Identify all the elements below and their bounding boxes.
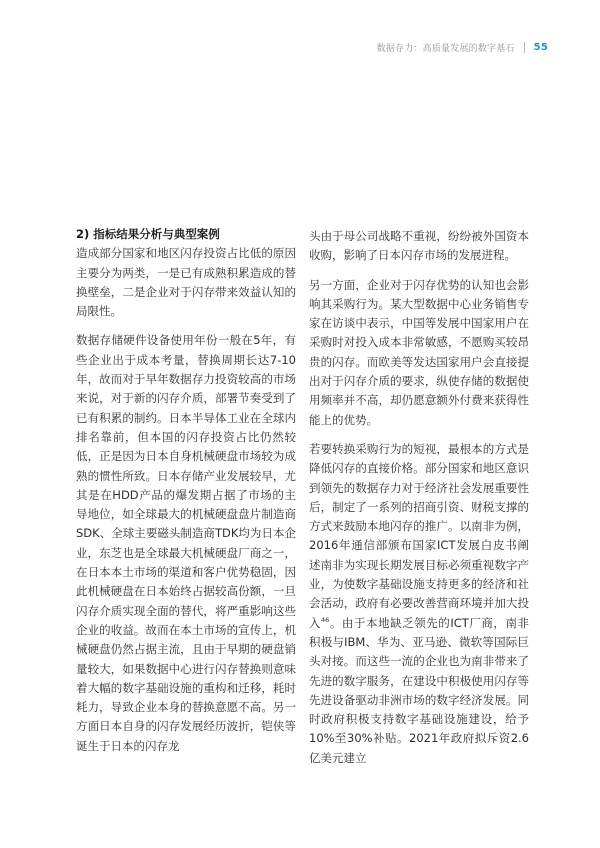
left-paragraph-1: 造成部分国家和地区闪存投资占比低的原因主要分为两类，一是已有成熟积累造成的替换壁垒，二是企业对于闪存带来效益认知的局限性。 bbox=[76, 246, 296, 319]
section-heading: 2) 指标结果分析与典型案例 bbox=[76, 227, 220, 241]
page-number: 55 bbox=[533, 42, 548, 53]
right-paragraph-3-part-1: 若要转换采购行为的短视，最根本的方式是降低闪存的直接价格。部分国家和地区意识到领先的数据存力对于经济社会发展重要性后，制定了一系列的招商引资、财税支撑的方式来鼓励本地闪存的推广。以南非为例，2016年通信部颁布国家ICT发展白皮书阐述南非为实现长期发展目标必须重视数字产业，为使数字基础设施支持更多的经济和社会活动，政府有必要改善营商环境并加大投入 bbox=[309, 441, 529, 630]
right-column bbox=[309, 227, 529, 768]
right-paragraph-1: 头由于母公司战略不重视，纷纷被外国资本收购，影响了日本闪存市场的发展进程。 bbox=[309, 229, 529, 263]
left-paragraph-2: 数据存储硬件设备使用年份一般在5年，有些企业出于成本考量，替换周期长达7-10年，故而对于早年数据存力投资较高的市场来说，对于新的闪存介质，部署节奏受到了已有积累的制约。日本半导体工业在全球内排名靠前，但本国的闪存投资占比仍然较低，正是因为日本自身机械硬盘市场较为成熟的惯性所致。日本存储产业发展较早，尤其是在HDD产品的爆发期占据了市场的主导地位，如全球最大的机械硬盘盘片制造商SDK、全球主要磁头制造商TDK均为日本企业，东芝也是全球最大机械硬盘厂商之一，在日本本土市场的渠道和客户优势稳固，因此机械硬盘在日本始终占据较高份额，一旦闪存介质实现全面的替代，将严重影响这些企业的收益。故而在本土市场的宣传上，机械硬盘仍然占据主流，且由于早期的硬盘销量较大，如果数据中心进行闪存替换则意味着大幅的数字基础设施的重构和迁移，耗时耗力，导致企业本身的替换意愿不高。另一方面日本自身的闪存发展经历波折，铠侠等诞生于日本的闪存龙 bbox=[76, 333, 296, 753]
running-header-title: 数据存力：高质量发展的数字基石 bbox=[376, 44, 515, 54]
header-divider bbox=[524, 42, 525, 53]
right-paragraph-2: 另一方面，企业对于闪存优势的认知也会影响其采购行为。某大型数据中心业务销售专家在访谈中表示，中国等发展中国家用户在采购时对投入成本非常敏感，不愿购买较昂贵的闪存。而欧美等发达国家用户会直接提出对于闪存介质的要求，纵使存储的数据使用频率并不高，却仍愿意额外付费来获得性能上的优势。 bbox=[309, 277, 529, 427]
right-paragraph-3 bbox=[309, 440, 529, 768]
footnote-reference: 46 bbox=[321, 615, 330, 624]
left-column bbox=[76, 225, 296, 756]
running-header bbox=[377, 41, 548, 54]
right-paragraph-3-part-2: 。由于本地缺乏领先的ICT厂商，南非积极与IBM、华为、亚马逊、微软等国际巨头对接。而这些一流的企业也为南非带来了先进的数字服务，在建设中积极使用闪存等先进设备驱动非洲市场的数字经济发展。同时政府积极支持数字基础设施建设，给予10%至30%补贴。2021年政府拟斥资2.6亿美元建立 bbox=[309, 615, 529, 765]
